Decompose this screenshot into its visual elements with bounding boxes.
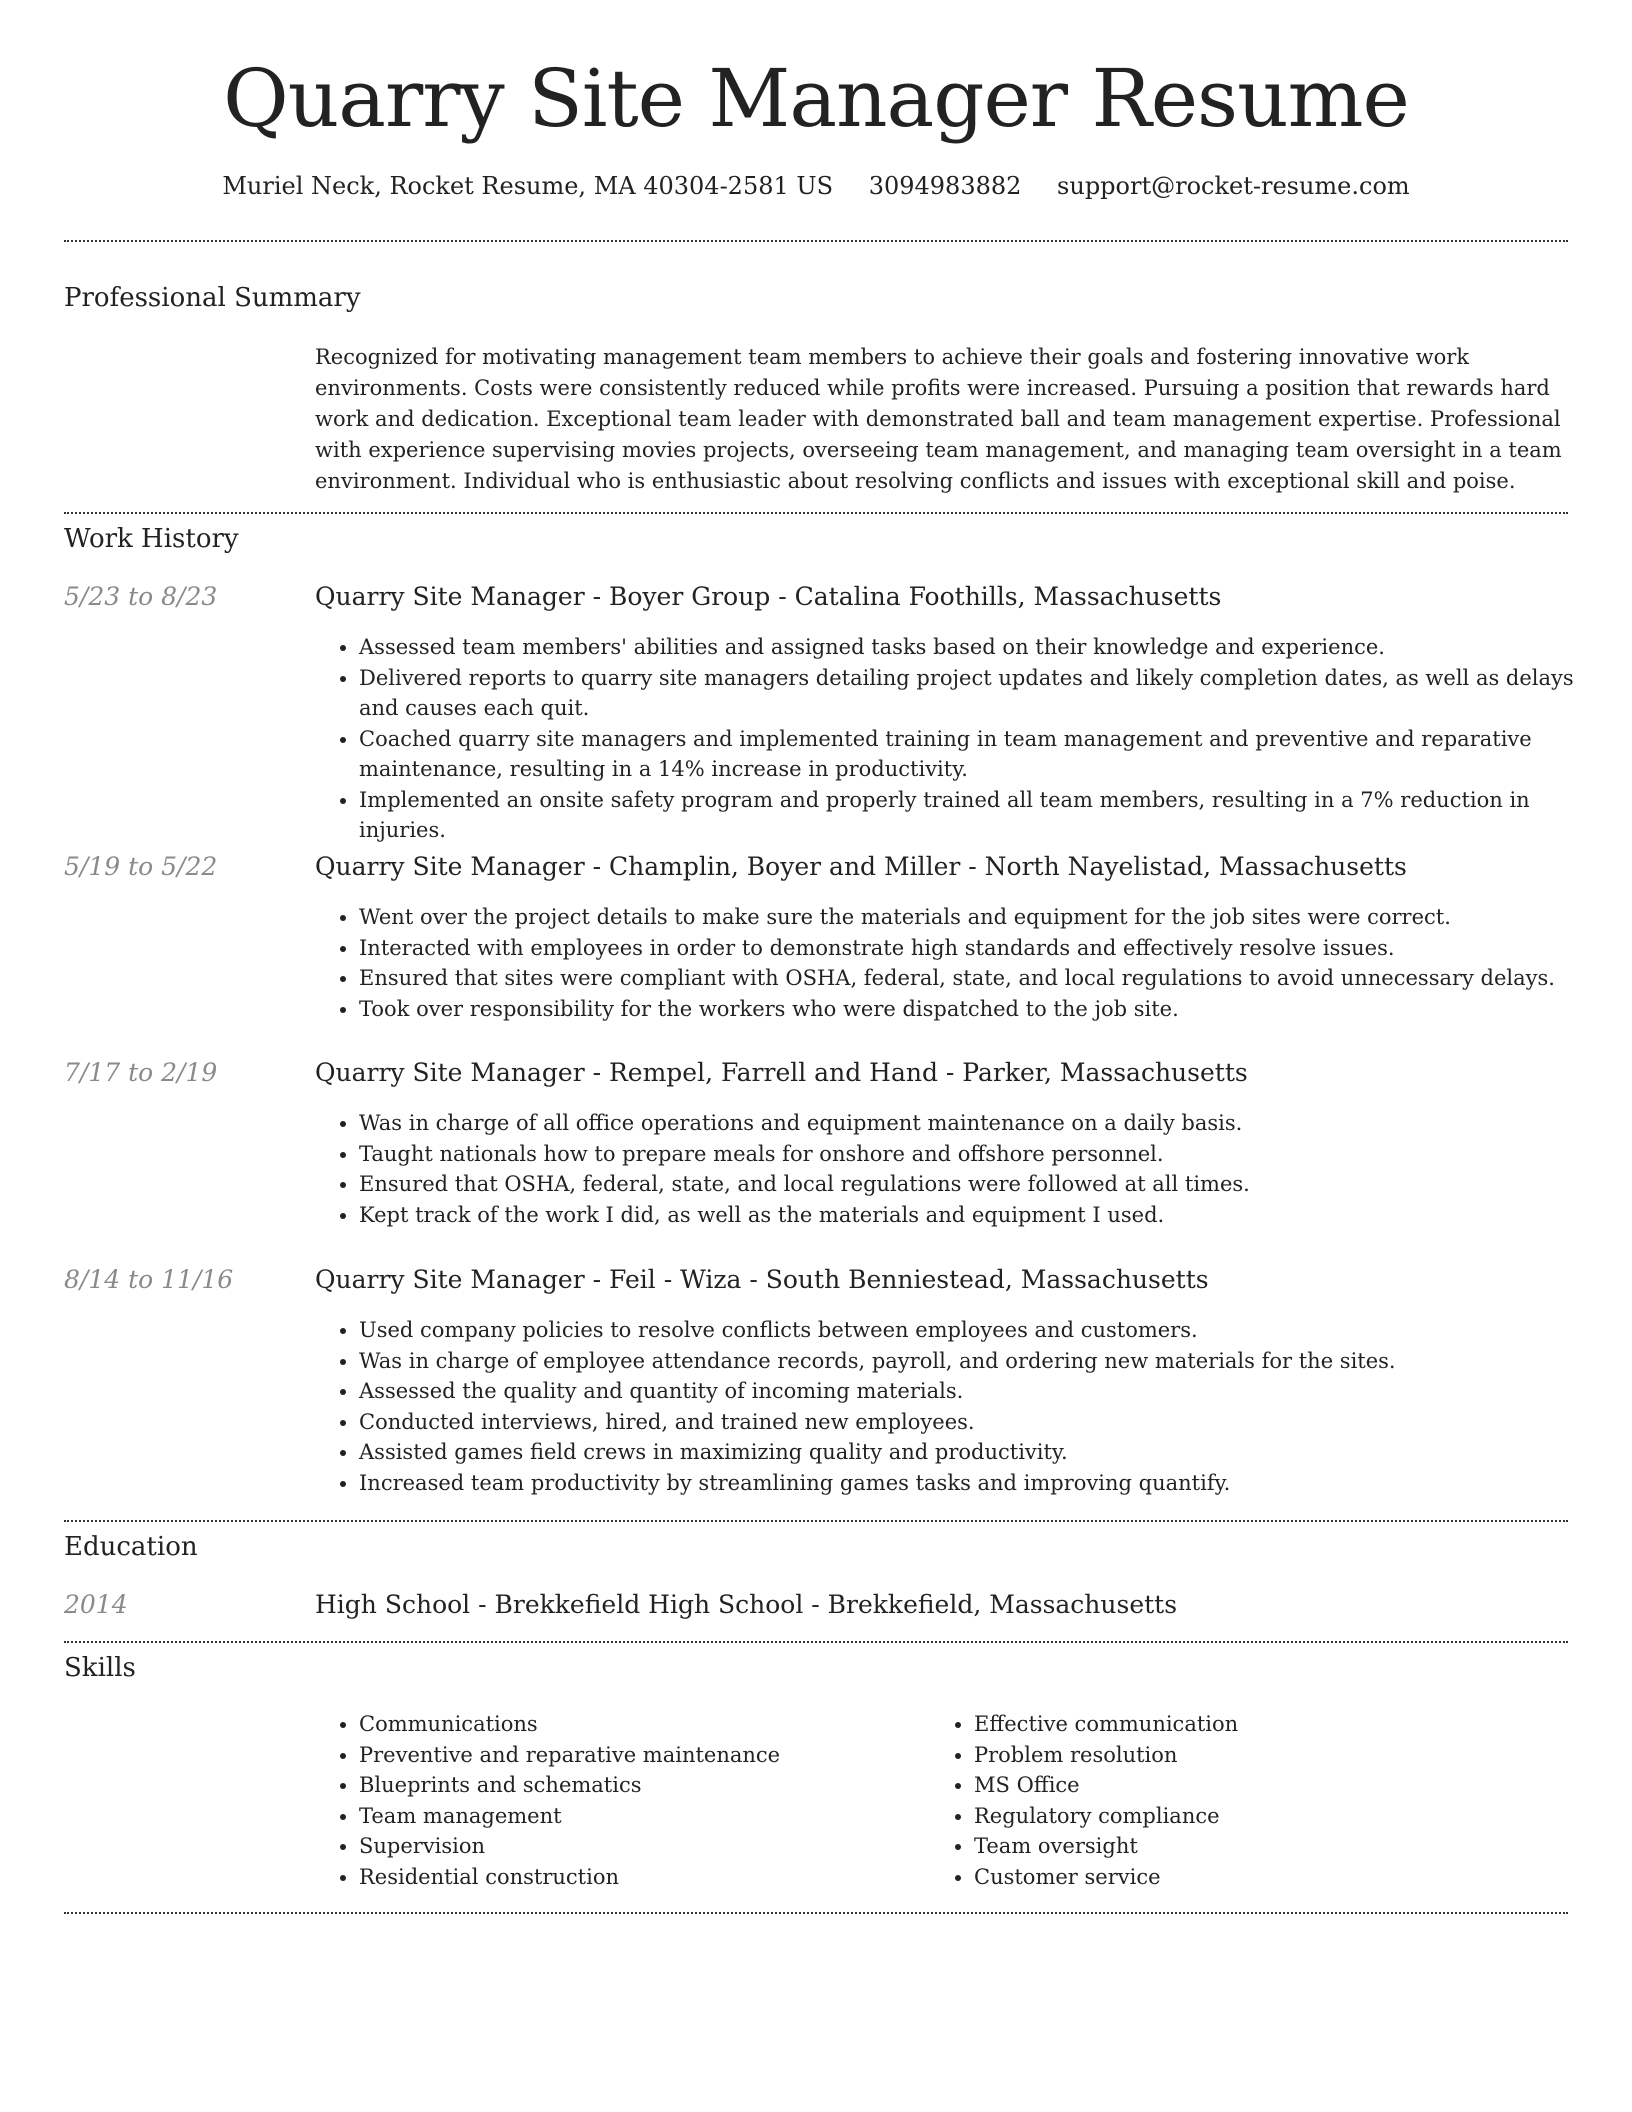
skill-item: • Problem resolution [974,1740,1534,1771]
job-dates: 8/14 to 11/16 [64,1265,234,1294]
divider [64,1520,1568,1522]
contact-line [0,172,1632,200]
resume-title: Quarry Site Manager Resume [223,52,1409,145]
divider [64,240,1568,242]
job-bullet: • Ensured that OSHA, federal, state, and local regulations were followed at all times. [359,1169,1619,1200]
job-bullet: • Used company policies to resolve conflicts between employees and customers. [359,1315,1619,1346]
job-bullet: • Took over responsibility for the workers who were dispatched to the job site. [359,994,1619,1025]
job-bullet: • Ensured that sites were compliant with OSHA, federal, state, and local regulations to avoid unnecessary delays. [359,963,1619,994]
job-bullet: • Was in charge of employee attendance records, payroll, and ordering new materials for the sites. [359,1346,1619,1377]
contact-address: Muriel Neck, Rocket Resume, MA 40304-2581 US [222,172,834,200]
job-bullet: • Assessed the quality and quantity of incoming materials. [359,1376,1619,1407]
job-title: Quarry Site Manager - Boyer Group - Catalina Foothills, Massachusetts [315,582,1222,611]
skill-item: • Residential construction [359,1862,919,1893]
skill-item: • Supervision [359,1831,919,1862]
job-dates: 5/19 to 5/22 [64,852,218,881]
job-bullets [315,632,1619,846]
education-year: 2014 [64,1590,128,1619]
skill-item: • Team oversight [974,1831,1534,1862]
job-bullets [315,1108,1619,1230]
skills-heading: Skills [64,1653,136,1683]
job-bullet: • Was in charge of all office operations and equipment maintenance on a daily basis. [359,1108,1619,1139]
job-title: Quarry Site Manager - Feil - Wiza - South Benniestead, Massachusetts [315,1265,1209,1294]
divider [64,1912,1568,1914]
job-bullet: • Kept track of the work I did, as well as the materials and equipment I used. [359,1200,1619,1231]
summary-text: Recognized for motivating management team members to achieve their goals and fostering innovative work environments. Costs were consistently reduced while profits were increased. Pursuing a position that rewards hard work and dedication. Exceptional team leader with demonstrated ball and team management expertise. Professional with experience supervising movies projects, overseeing team management, and managing team oversight in a team environment. Individual who is enthusiastic about resolving conflicts and issues with exceptional skill and poise. [315,345,1562,493]
job-bullet: • Delivered reports to quarry site managers detailing project updates and likely completion dates, as well as delays and causes each quit. [359,663,1619,724]
divider [64,1641,1568,1643]
job-bullet: • Coached quarry site managers and implemented training in team management and preventive and reparative maintenance, resulting in a 14% increase in productivity. [359,724,1619,785]
job-bullets [315,902,1619,1024]
job-bullet: • Conducted interviews, hired, and trained new employees. [359,1407,1619,1438]
summary-heading: Professional Summary [64,283,361,313]
divider [64,512,1568,514]
job-bullet: • Assessed team members' abilities and assigned tasks based on their knowledge and experience. [359,632,1619,663]
job-bullet: • Increased team productivity by streamlining games tasks and improving quantify. [359,1468,1619,1499]
education-title: High School - Brekkefield High School - Brekkefield, Massachusetts [315,1590,1178,1619]
job-dates: 5/23 to 8/23 [64,582,218,611]
skill-item: • Blueprints and schematics [359,1770,919,1801]
skills-list-right [930,1709,1534,1892]
job-bullet: • Taught nationals how to prepare meals for onshore and offshore personnel. [359,1139,1619,1170]
contact-phone: 3094983882 [868,172,1022,200]
job-dates: 7/17 to 2/19 [64,1058,218,1087]
job-title: Quarry Site Manager - Champlin, Boyer and Miller - North Nayelistad, Massachusetts [315,852,1407,881]
contact-email: support@rocket-resume.com [1057,172,1410,200]
job-bullet: • Implemented an onsite safety program and properly trained all team members, resulting in a 7% reduction in injuries. [359,785,1619,846]
job-bullets [315,1315,1619,1498]
work-history-heading: Work History [64,524,239,554]
skill-item: • Customer service [974,1862,1534,1893]
skill-item: • Team management [359,1801,919,1832]
skills-list-left [315,1709,919,1892]
job-bullet: • Interacted with employees in order to demonstrate high standards and effectively resolve issues. [359,933,1619,964]
job-title: Quarry Site Manager - Rempel, Farrell and Hand - Parker, Massachusetts [315,1058,1248,1087]
skill-item: • Preventive and reparative maintenance [359,1740,919,1771]
skill-item: • MS Office [974,1770,1534,1801]
job-bullet: • Went over the project details to make sure the materials and equipment for the job sites were correct. [359,902,1619,933]
education-heading: Education [64,1532,198,1562]
skill-item: • Effective communication [974,1709,1534,1740]
skill-item: • Communications [359,1709,919,1740]
skill-item: • Regulatory compliance [974,1801,1534,1832]
job-bullet: • Assisted games field crews in maximizing quality and productivity. [359,1437,1619,1468]
